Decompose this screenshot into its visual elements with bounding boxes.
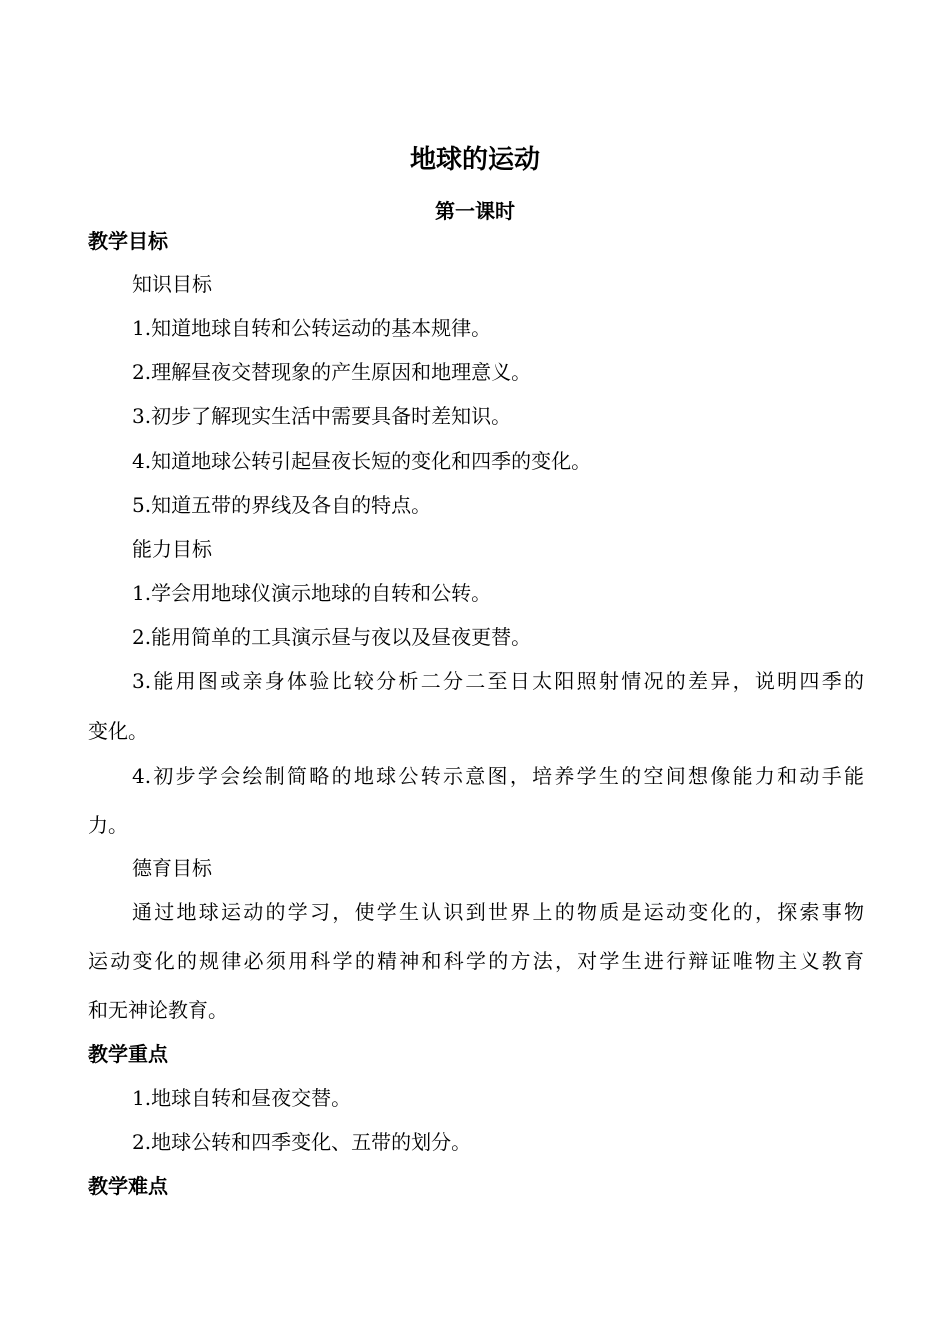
section-heading-objectives: 教学目标 [88, 229, 168, 253]
knowledge-item-3: 3.初步了解现实生活中需要具备时差知识。 [132, 404, 512, 428]
moral-paragraph-line-3: 和无神论教育。 [88, 998, 228, 1022]
key-point-item-2: 2.地球公转和四季变化、五带的划分。 [132, 1130, 472, 1154]
knowledge-item-4: 4.知道地球公转引起昼夜长短的变化和四季的变化。 [132, 449, 592, 473]
knowledge-item-5: 5.知道五带的界线及各自的特点。 [132, 493, 432, 517]
subheading-knowledge: 知识目标 [132, 272, 212, 296]
document-subtitle: 第一课时 [435, 199, 515, 223]
knowledge-item-2: 2.理解昼夜交替现象的产生原因和地理意义。 [132, 360, 532, 384]
subheading-ability: 能力目标 [132, 537, 212, 561]
ability-item-3-line-2: 变化。 [88, 719, 148, 743]
moral-paragraph-line-1: 通过地球运动的学习，使学生认识到世界上的物质是运动变化的，探索事物 [132, 900, 864, 924]
ability-item-4-line-2: 力。 [88, 813, 128, 837]
ability-item-4-line-1: 4.初步学会绘制简略的地球公转示意图，培养学生的空间想像能力和动手能 [132, 764, 864, 788]
moral-paragraph-line-2: 运动变化的规律必须用科学的精神和科学的方法，对学生进行辩证唯物主义教育 [88, 949, 864, 973]
section-heading-difficulties: 教学难点 [88, 1174, 168, 1198]
document-title: 地球的运动 [409, 145, 540, 175]
section-heading-key-points: 教学重点 [88, 1042, 168, 1066]
ability-item-1: 1.学会用地球仪演示地球的自转和公转。 [132, 581, 492, 605]
knowledge-item-1: 1.知道地球自转和公转运动的基本规律。 [132, 316, 492, 340]
ability-item-2: 2.能用简单的工具演示昼与夜以及昼夜更替。 [132, 625, 532, 649]
subheading-moral: 德育目标 [132, 856, 212, 880]
key-point-item-1: 1.地球自转和昼夜交替。 [132, 1086, 352, 1110]
ability-item-3-line-1: 3.能用图或亲身体验比较分析二分二至日太阳照射情况的差异，说明四季的 [132, 669, 864, 693]
